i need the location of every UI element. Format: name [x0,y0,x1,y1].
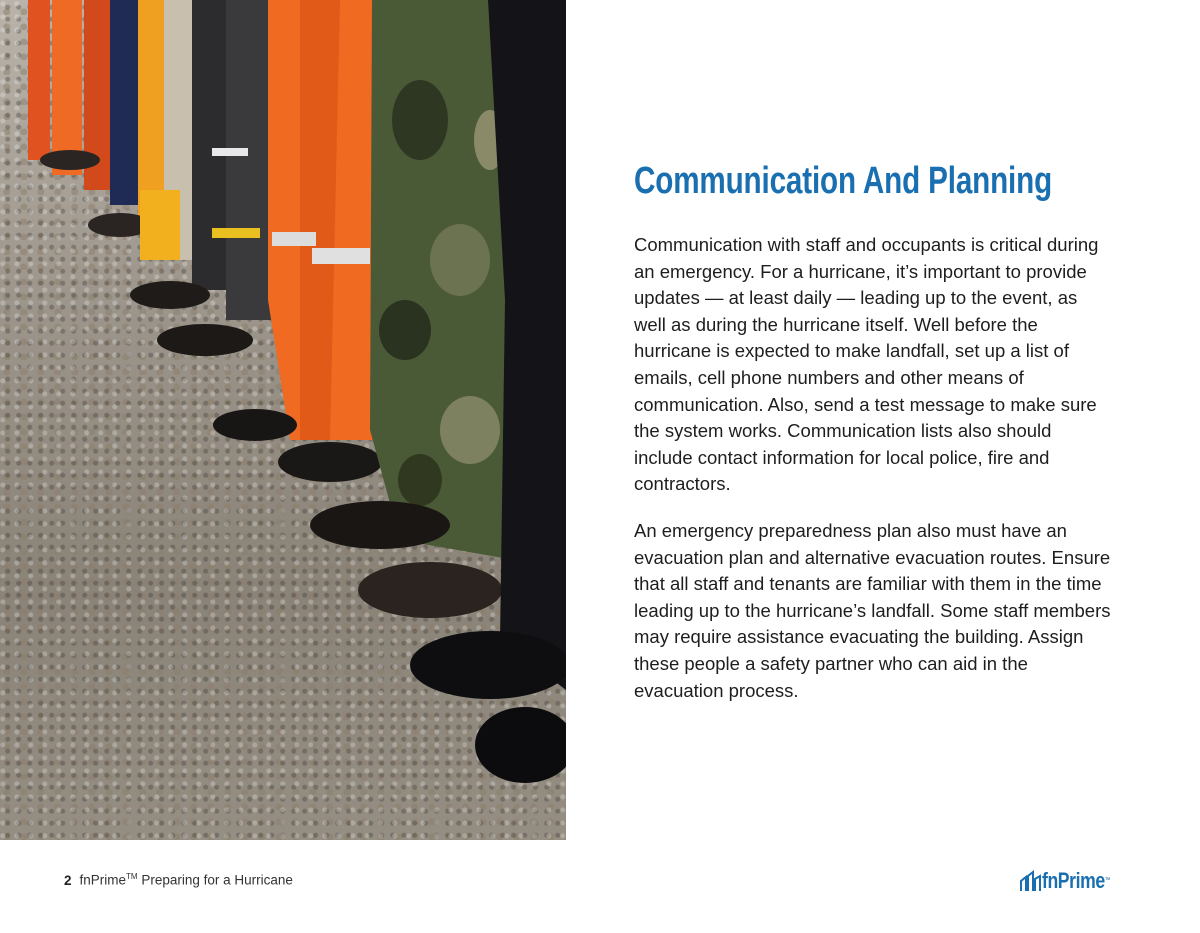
footer-trademark: TM [126,872,138,881]
logo-wordmark [1042,870,1110,892]
page-title: Communication And Planning [634,160,1053,202]
brand-logo [1020,864,1127,892]
logo-text: fnPrime [1042,868,1105,893]
building-logo-icon [1020,870,1042,892]
hero-photo [0,0,566,840]
page-number: 2 [64,872,72,888]
logo-trademark: ™ [1104,877,1110,884]
page-footer [64,872,293,888]
body-paragraph-1: Communication with staff and occupants is critical during an emergency. For a hurricane, it’s important to provide updates — at least daily — leading up to the event, as well as during the hurricane itself. Well before the hurricane is expected to make landfall, set up a list of emails, cell phone numbers and other means of communication. Also, send a test message to make sure the system works. Communication lists also should include contact information for local police, fire and contractors. [634,234,1099,495]
body-paragraph-2: An emergency preparedness plan also must have an evacuation plan and alternative evacuation routes. Ensure that all staff and tenants are familiar with them in the time leading up to the hurricane’s landfall. Some staff members may require assistance evacuating the building. Assign these people a safety partner who can aid in the evacuation process. [634,520,1111,701]
footer-brand: fnPrime [79,872,127,888]
footer-doc-title: Preparing for a Hurricane [141,872,293,888]
workers-boots-illustration [0,0,566,840]
